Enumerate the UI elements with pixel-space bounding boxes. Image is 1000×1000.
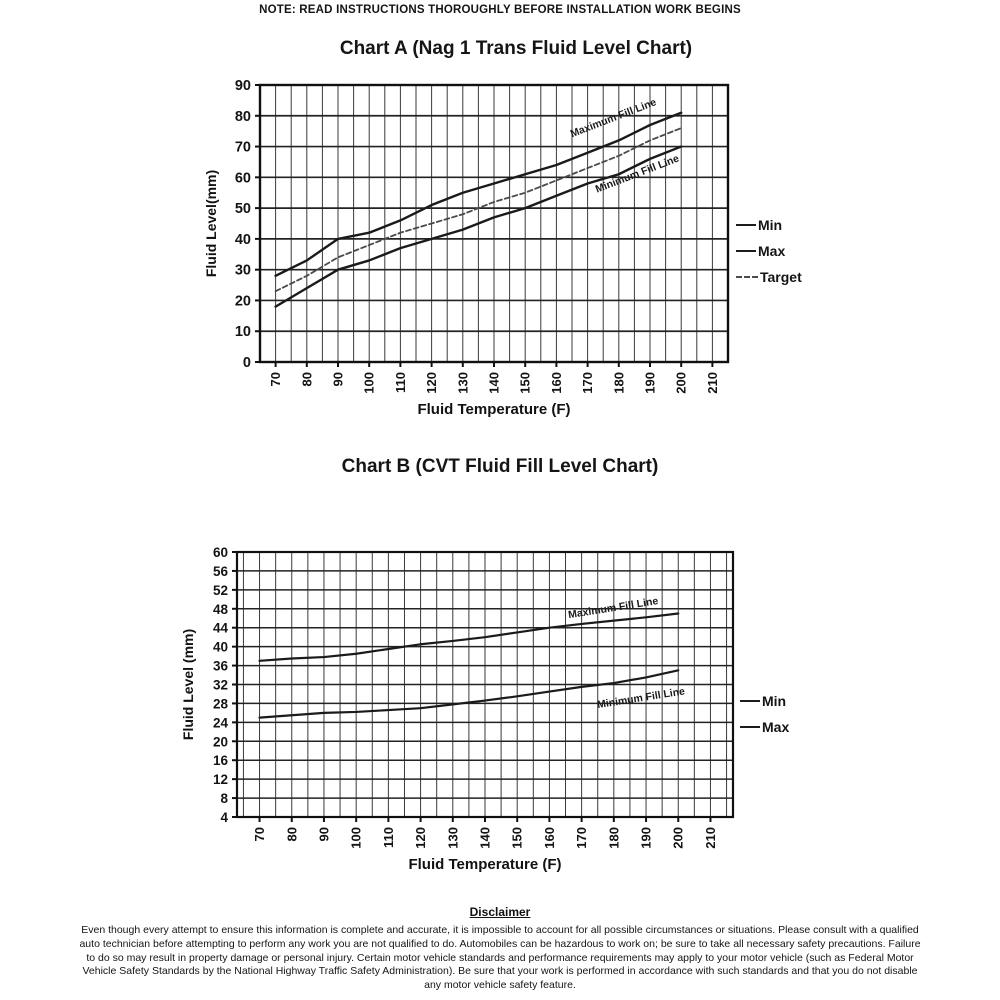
y-tick-label: 60 <box>234 170 251 187</box>
x-tick-label: 70 <box>252 827 268 842</box>
chart-a-legend <box>736 212 802 290</box>
x-tick-label: 170 <box>580 372 596 394</box>
chart-b-plot <box>160 535 840 895</box>
x-tick-label: 190 <box>642 372 658 394</box>
x-tick-label: 90 <box>330 372 346 387</box>
installation-note: NOTE: READ INSTRUCTIONS THOROUGHLY BEFORE INSTALLATION WORK BEGINS <box>259 4 741 16</box>
legend-item-min <box>740 688 789 714</box>
y-tick-label: 20 <box>234 293 251 310</box>
chart-b-legend <box>740 688 789 740</box>
legend-label-max: Max <box>758 243 786 259</box>
x-tick-label: 110 <box>380 827 396 848</box>
x-tick-label: 90 <box>316 827 332 842</box>
x-tick-label: 210 <box>702 827 718 849</box>
x-tick-label: 80 <box>284 827 300 842</box>
y-tick-label: 4 <box>220 810 228 825</box>
y-tick-label: 0 <box>242 355 251 371</box>
y-axis-title: Fluid Level(mm) <box>203 169 219 278</box>
x-tick-label: 170 <box>574 827 590 849</box>
legend-label-target: Target <box>760 269 802 285</box>
fill-line-annotation: Minimum Fill Line <box>593 152 681 196</box>
y-axis-title: Fluid Level (mm) <box>180 628 196 741</box>
y-tick-label: 40 <box>212 639 228 655</box>
chart-svg <box>160 535 840 895</box>
x-tick-label: 180 <box>611 372 627 394</box>
max-line-sample-icon <box>740 726 760 728</box>
max-line-sample-icon <box>736 250 756 252</box>
x-tick-label: 200 <box>670 827 686 849</box>
x-tick-label: 150 <box>509 827 525 849</box>
chart-b-title: Chart B (CVT Fluid Fill Level Chart) <box>341 456 659 477</box>
y-tick-label: 24 <box>212 715 228 731</box>
y-tick-label: 80 <box>234 108 251 125</box>
x-tick-label: 200 <box>673 372 689 394</box>
y-tick-label: 20 <box>212 734 228 750</box>
y-tick-label: 8 <box>220 791 228 807</box>
y-tick-label: 44 <box>212 620 228 636</box>
x-tick-label: 120 <box>424 372 440 394</box>
x-axis-title: Fluid Temperature (F) <box>417 401 571 418</box>
x-tick-label: 140 <box>477 827 493 849</box>
y-tick-label: 36 <box>212 658 228 674</box>
x-tick-label: 100 <box>361 372 377 394</box>
y-tick-label: 28 <box>212 696 228 712</box>
y-tick-label: 32 <box>212 677 228 693</box>
x-tick-label: 100 <box>348 827 364 849</box>
x-axis-title: Fluid Temperature (F) <box>408 856 562 873</box>
y-tick-label: 60 <box>212 545 228 560</box>
legend-item-min <box>736 212 802 238</box>
x-tick-label: 160 <box>541 827 557 849</box>
legend-label-min: Min <box>762 693 787 709</box>
fill-line-annotation: Maximum Fill Line <box>567 595 660 622</box>
fill-line-annotation: Maximum Fill Line <box>568 96 659 141</box>
x-tick-label: 130 <box>455 372 471 394</box>
x-tick-label: 190 <box>638 827 654 849</box>
x-tick-label: 210 <box>704 372 720 394</box>
x-tick-label: 120 <box>413 827 429 849</box>
fill-line-annotation: Minimum Fill Line <box>596 685 686 712</box>
x-tick-label: 180 <box>606 827 622 849</box>
y-tick-label: 52 <box>212 582 228 598</box>
x-tick-label: 150 <box>517 372 533 394</box>
y-tick-label: 16 <box>212 753 228 769</box>
x-tick-label: 110 <box>392 372 408 393</box>
legend-item-max <box>736 238 802 264</box>
y-tick-label: 70 <box>234 139 251 156</box>
y-tick-label: 12 <box>212 772 228 788</box>
y-tick-label: 30 <box>234 262 251 279</box>
disclaimer-title: Disclaimer <box>469 905 531 919</box>
min-line-sample-icon <box>736 224 756 226</box>
y-tick-label: 48 <box>212 601 228 617</box>
y-tick-label: 10 <box>234 324 251 341</box>
y-tick-label: 40 <box>234 231 251 248</box>
min-line-sample-icon <box>740 700 760 702</box>
x-tick-label: 130 <box>445 827 461 849</box>
x-tick-label: 160 <box>548 372 564 394</box>
y-tick-label: 50 <box>234 201 251 218</box>
chart-a-title: Chart A (Nag 1 Trans Fluid Level Chart) <box>339 38 693 59</box>
legend-label-min: Min <box>758 217 783 233</box>
disclaimer-text: Even though every attempt to ensure this information is complete and accurate, it is impossible to account for all possible circumstances or situations. Please consult with a qualified auto technician before attempting to perform any work you are not qualified to do. Automobiles can be hazardous to work on; be sure to take all necessary safety precautions. Failure to do so may result in property damage or personal injury. Certain motor vehicle standards and performance requirements may apply to your motor vehicle (such as Federal Motor Vehicle Safety Standards by the National Highway Traffic Safety Administration). Be sure that your work is performed in accordance with such standards and that you do not disable any motor vehicle safety feature. <box>79 924 921 992</box>
y-tick-label: 56 <box>212 563 228 579</box>
legend-item-target <box>736 264 802 290</box>
x-tick-label: 80 <box>299 372 315 387</box>
legend-item-max <box>740 714 789 740</box>
x-tick-label: 70 <box>268 372 284 387</box>
legend-label-max: Max <box>762 719 790 735</box>
target-line-sample-icon <box>736 276 758 278</box>
x-tick-label: 140 <box>486 372 502 394</box>
y-tick-label: 90 <box>234 78 251 94</box>
